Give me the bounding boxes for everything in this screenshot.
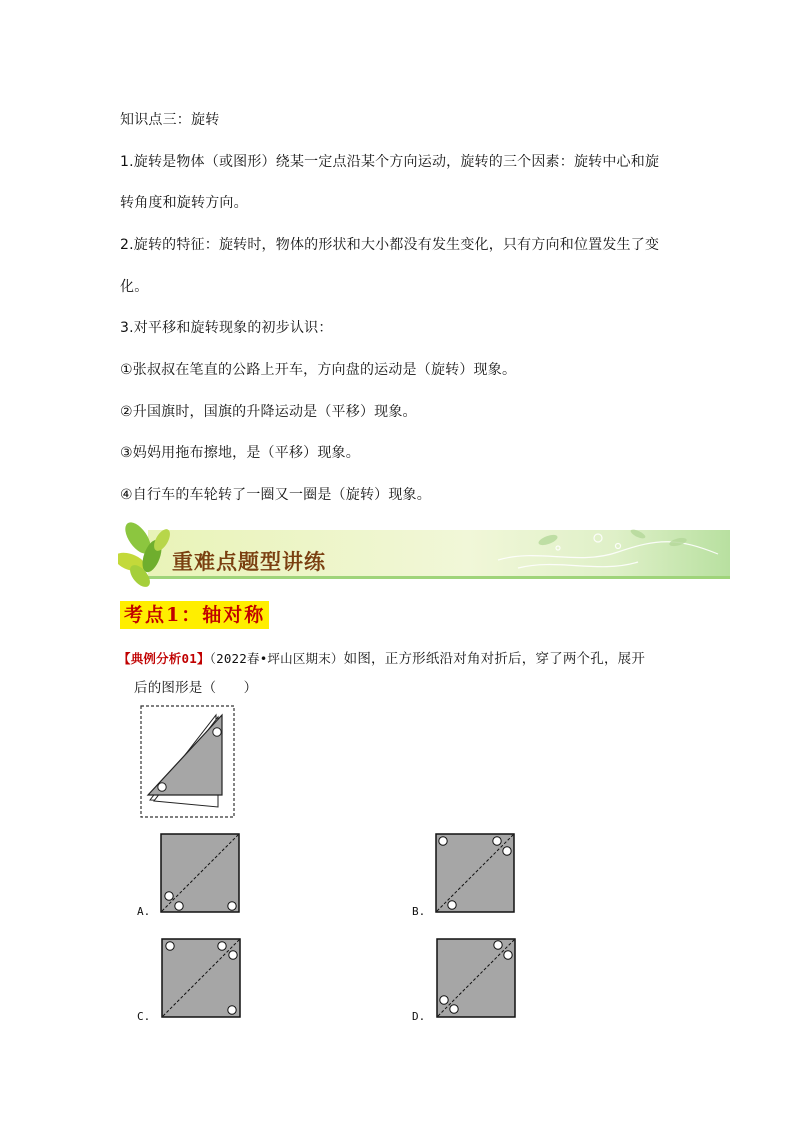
option-d-figure[interactable] [436,938,518,1020]
text-line: 化。 [120,279,149,295]
option-c-figure[interactable] [161,938,243,1020]
option-b-figure[interactable] [435,833,517,915]
section-heading: 知识点三：旋转 [120,112,220,128]
option-a-figure[interactable] [160,833,242,915]
option-b-label[interactable]: B. [412,905,426,918]
banner-title: 重难点题型讲练 [172,550,326,574]
text-line: ①张叔叔在笔直的公路上开车，方向盘的运动是（旋转）现象。 [120,362,517,378]
kaodian-label: 考点1：轴对称 [120,601,269,629]
text-line: 2.旋转的特征：旋转时，物体的形状和大小都没有发生变化，只有方向和位置发生了变 [120,237,660,253]
text-line: 1.旋转是物体（或图形）绕某一定点沿某个方向运动，旋转的三个因素：旋转中心和旋 [120,154,660,170]
option-d-label[interactable]: D. [412,1010,426,1023]
example-source: （2022春•坪山区期末） [209,651,344,666]
example-tag: 【典例分析01】 [118,651,210,666]
text-line: 3.对平移和旋转现象的初步认识： [120,320,333,336]
text-line: ④自行车的车轮转了一圈又一圈是（旋转）现象。 [120,487,431,503]
text-line: ③妈妈用拖布擦地，是（平移）现象。 [120,445,360,461]
text-line: 转角度和旋转方向。 [120,195,248,211]
example-question-line2: 后的图形是（ ） [134,680,258,696]
example-question: 如图，正方形纸沿对角对折后，穿了两个孔，展开 [343,651,646,667]
text-line: ②升国旗时，国旗的升降运动是（平移）现象。 [120,404,417,420]
option-a-label[interactable]: A. [137,905,151,918]
option-c-label[interactable]: C. [137,1010,151,1023]
example-question-line1 [118,647,645,667]
folded-square-figure [140,705,236,819]
